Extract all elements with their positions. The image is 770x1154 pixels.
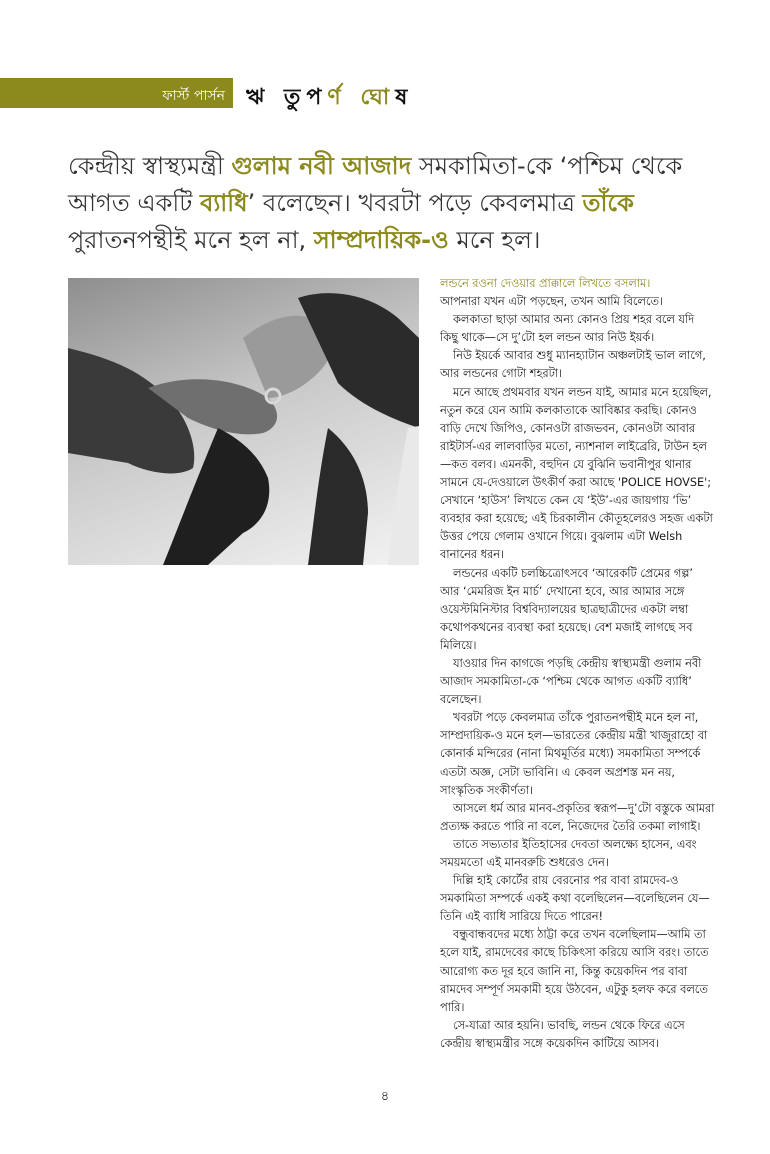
article-paragraph: বন্ধুবান্ধবদের মধ্যে ঠাট্টা করে তখন বলেছিলাম—আমি তা হলে যাই, রামদেবের কাছে চিকিৎসা করিয়ে আসি বরং। তাতে আরোগ্য কত দূর হবে জানি না, কিন্তু কয়েকদিন পর বাবা রামদেব সম্পূর্ণ সমকামী হয়ে উঠবেন, এটুকু হলফ করে বলতে পারি। <box>440 928 709 1014</box>
author-part: প <box>306 85 328 110</box>
lead-highlight: ব্যাধি <box>199 189 248 217</box>
lead-highlight: তাঁকে <box>582 189 634 217</box>
lead-text: ’ বলেছেন। খবরটা পড়ে কেবলমাত্র <box>247 189 583 217</box>
lead-text: মনে হল। <box>448 226 541 254</box>
lead-highlight: সাম্প্রদায়িক-ও <box>313 226 449 254</box>
lead-paragraph <box>68 148 718 259</box>
article-paragraph: তাতে সভ্যতার ইতিহাসের দেবতা অলক্ষ্যে হাসেন, এবং সময়মতো এই মানবরুচি শুধরেও দেন। <box>440 837 697 869</box>
article-body <box>440 275 715 1053</box>
section-label: ফার্স্ট পার্সন <box>162 88 225 104</box>
author-part: ঋ <box>246 85 271 110</box>
author-part: র্ণ <box>327 85 347 110</box>
article-paragraph: দিল্লি হাই কোর্টের রায় বেরনোর পর বাবা রামদেব-ও সমকামিতা সম্পর্কে একই কথা বলেছিলেন—বলেছিলেন যে—তিনি এই ব্যাধি সারিয়ে দিতে পারেন! <box>440 874 710 924</box>
article-paragraph: খবরটা পড়ে কেবলমাত্র তাঁকে পুরাতনপন্থীই মনে হল না, সাম্প্রদায়িক-ও মনে হল—ভারতের কেন্দ্রীয় মন্ত্রী খাজুরাহো বা কোনার্ক মন্দিরের (নানা মিথমূর্তির মধ্যে) সমকামিতা সম্পর্কে এতটা অজ্ঞ, সেটা ভাবিনি। এ কেবল অপ্রশস্ত মন নয়, সাংস্কৃতিক সংকীর্ণতা। <box>440 711 708 797</box>
article-paragraph: লন্ডনের একটি চলচ্চিত্রোৎসবে ‘আরেকটি প্রেমের গল্প’ আর ‘মেমরিজ ইন মার্চ’ দেখানো হবে, আর আমার সঙ্গে ওয়েস্টমিনিস্টার বিশ্ববিদ্যালয়ের ছাত্রছাত্রীদের একটা লম্বা কথোপকথনের ব্যবস্থা করা হয়েছে। বেশ মজাই লাগছে সব মিলিয়ে। <box>440 566 693 652</box>
article-paragraph: সে-যাত্রা আর হয়নি। ভাবছি, লন্ডন থেকে ফিরে এসে কেন্দ্রীয় স্বাস্থ্যমন্ত্রীর সঙ্গে কয়েকদিন কাটিয়ে আসব। <box>440 1018 685 1050</box>
lead-highlight: গুলাম নবী আজাদ <box>231 152 412 180</box>
article-photo <box>68 278 419 565</box>
article-paragraph: কলকাতা ছাড়া আমার অন্য কোনও প্রিয় শহর বলে যদি কিছু থাকে—সে দু’টো হল লন্ডন আর নিউ ইয়র্ক। <box>440 313 695 345</box>
author-part: তু <box>283 85 307 110</box>
lead-text: পুরাতনপন্থীই মনে হল না, <box>68 226 314 254</box>
lead-text: কেন্দ্রীয় স্বাস্থ্যমন্ত্রী <box>68 152 232 180</box>
author-part: ঘো <box>360 85 396 110</box>
author-part: ষ <box>395 85 414 110</box>
article-paragraph: নিউ ইয়র্কে আবার শুধু ম্যানহ্যাটান অঞ্চলটাই ভাল লাগে, আর লন্ডনের গোটা শহরটা। <box>440 349 706 381</box>
section-header-band <box>0 78 233 108</box>
lead-text: সমকামিতা-কে ‘পশ্চিম থেকে আগত একটি <box>68 152 683 217</box>
article-paragraph: মনে আছে প্রথমবার যখন লন্ডন যাই, আমার মনে হয়েছিল, নতুন করে যেন আমি কলকাতাকে আবিষ্কার করছি। কোনও বাড়ি দেখে জিপিও, কোনওটা রাজভবন, কোনওটা আবার রাইটার্স-এর লালবাড়ির মতো, ন্যাশনাল লাইব্রেরি, টাউন হল—কত বলব। এমনকী, বহুদিন যে বুঝিনি ভবানীপুর থানার সামনে যে-দেওয়ালে উৎকীর্ণ করা আছে 'POLICE HOVSE'; সেখানে ‘হাউস’ লিখতে কেন যে ‘ইউ’-এর জায়গায় ‘ভি’ ব্যবহার করা হয়েছে; এই চিরকালীন কৌতূহলেরও সহজ একটা উত্তর পেয়ে গেলাম ওখানে গিয়ে। বুঝলাম এটা Welsh বানানের ধরন। <box>440 385 713 562</box>
article-paragraph: যাওয়ার দিন কাগজে পড়ছি কেন্দ্রীয় স্বাস্থ্যমন্ত্রী গুলাম নবী আজাদ সমকামিতা-কে ‘পশ্চিম থেকে আগত একটি ব্যাধি’ বলেছেন। <box>440 656 702 707</box>
article-intro: লন্ডনে রওনা দেওয়ার প্রাক্কালে লিখতে বসলাম। <box>440 277 651 290</box>
author-name <box>246 80 413 117</box>
article-paragraph: আপনারা যখন এটা পড়ছেন, তখন আমি বিলেতে। <box>440 295 663 309</box>
holding-hands-icon <box>68 278 419 565</box>
article-paragraph: আসলে ধর্ম আর মানব-প্রকৃতির স্বরূপ—দু’টো বস্তুকে আমরা প্রত্যক্ষ করতে পারি না বলে, নিজেদের তৈরি তকমা লাগাই। <box>440 801 715 833</box>
page-number: ৪ <box>380 1089 390 1104</box>
